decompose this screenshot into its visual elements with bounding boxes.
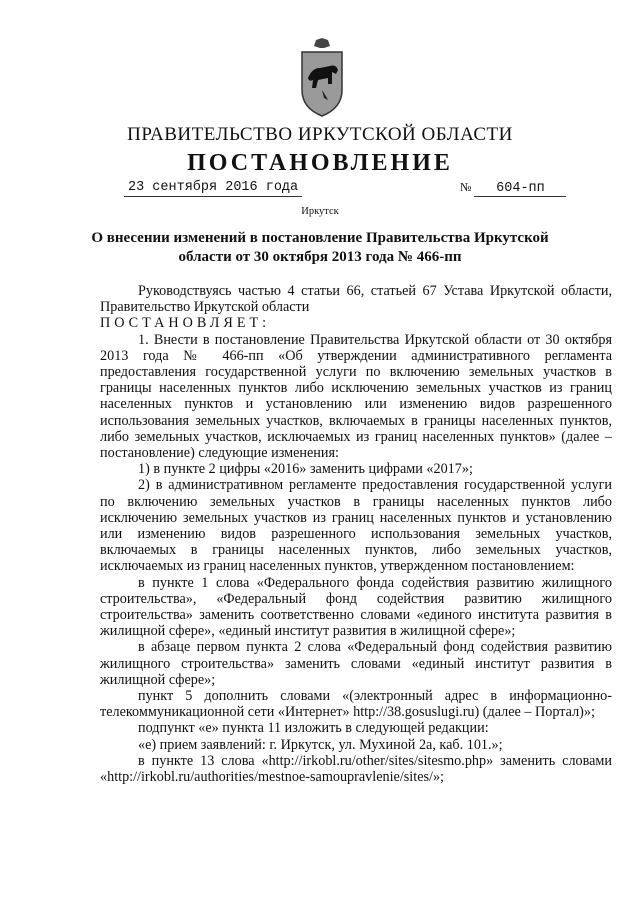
paragraph-1-2: 2) в административном регламенте предоставления государственной услуги по включению земельных участков в границы населенных пунктов либо исключению земельных участков из границ населенных пунктов и установлению или изменению видов разрешенного использования земельных участков, включаемых в границы населенных пунктов, либо земельных участков, исключаемых из границ населенных пунктов, утвержденном постановлением: [100,477,612,575]
paragraph-a: в пункте 1 слова «Федерального фонда содействия развитию жилищного строительства», «Федеральный фонд содействия развитию жилищного строительства» заменить соответственно словами «единого института развития в жилищной сфере», «единый институт развития в жилищной сфере»; [100,574,612,640]
city: Иркутск [301,206,339,217]
government-name: ПРАВИТЕЛЬСТВО ИРКУТСКОЙ ОБЛАСТИ [127,124,513,145]
number-value: 604-пп [474,181,566,197]
document-type: ПОСТАНОВЛЕНИЕ [187,150,453,176]
document-title: О внесении изменений в постановление Правительства Иркутской области от 30 октября 2013 года № 466-пп [91,230,549,265]
paragraph-1: 1. Внести в постановление Правительства Иркутской области от 30 октября 2013 года № 466-пп «Об утверждении административного регламента предоставления государственной услуги по включению земельных участков в границы населенных пунктов либо исключению земельных участков из границ населенных пунктов и установлению или изменению видов разрешенного использования земельных участков, включаемых в границы населенных пунктов, либо земельных участков, исключаемых из границ населенных пунктов» (далее – постановление) следующие изменения: [100,331,612,462]
paragraph-1-1: 1) в пункте 2 цифры «2016» заменить цифрами «2017»; [138,461,473,478]
paragraph-e: «е) прием заявлений: г. Иркутск, ул. Мухиной 2а, каб. 101.»; [138,736,503,753]
paragraph-b: в абзаце первом пункта 2 слова «Федеральный фонд содействия развитию жилищного строительства» заменить словами «единый институт развития в жилищной сфере»; [100,639,612,688]
paragraph-d: подпункт «е» пункта 11 изложить в следующей редакции: [138,720,489,737]
document-date: 23 сентября 2016 года [124,180,302,197]
irkutsk-coat-of-arms-icon [298,38,346,118]
document-body [100,283,612,785]
number-sign: № [460,180,472,194]
postanovlyaet: ПОСТАНОВЛЯЕТ: [100,315,271,332]
paragraph-f: в пункте 13 слова «http://irkobl.ru/other/sites/sitesmo.php» заменить словами «http://irkobl.ru/authorities/mestnoe-samoupravlenie/sites/»; [100,752,612,786]
document-number [460,180,566,197]
preamble: Руководствуясь частью 4 статьи 66, статьей 67 Устава Иркутской области, Правительство Иркутской области [100,283,612,316]
paragraph-c: пункт 5 дополнить словами «(электронный адрес в информационно-телекоммуникационной сети «Интернет» http://38.gosuslugi.ru) (далее – Портал)»; [100,688,612,721]
